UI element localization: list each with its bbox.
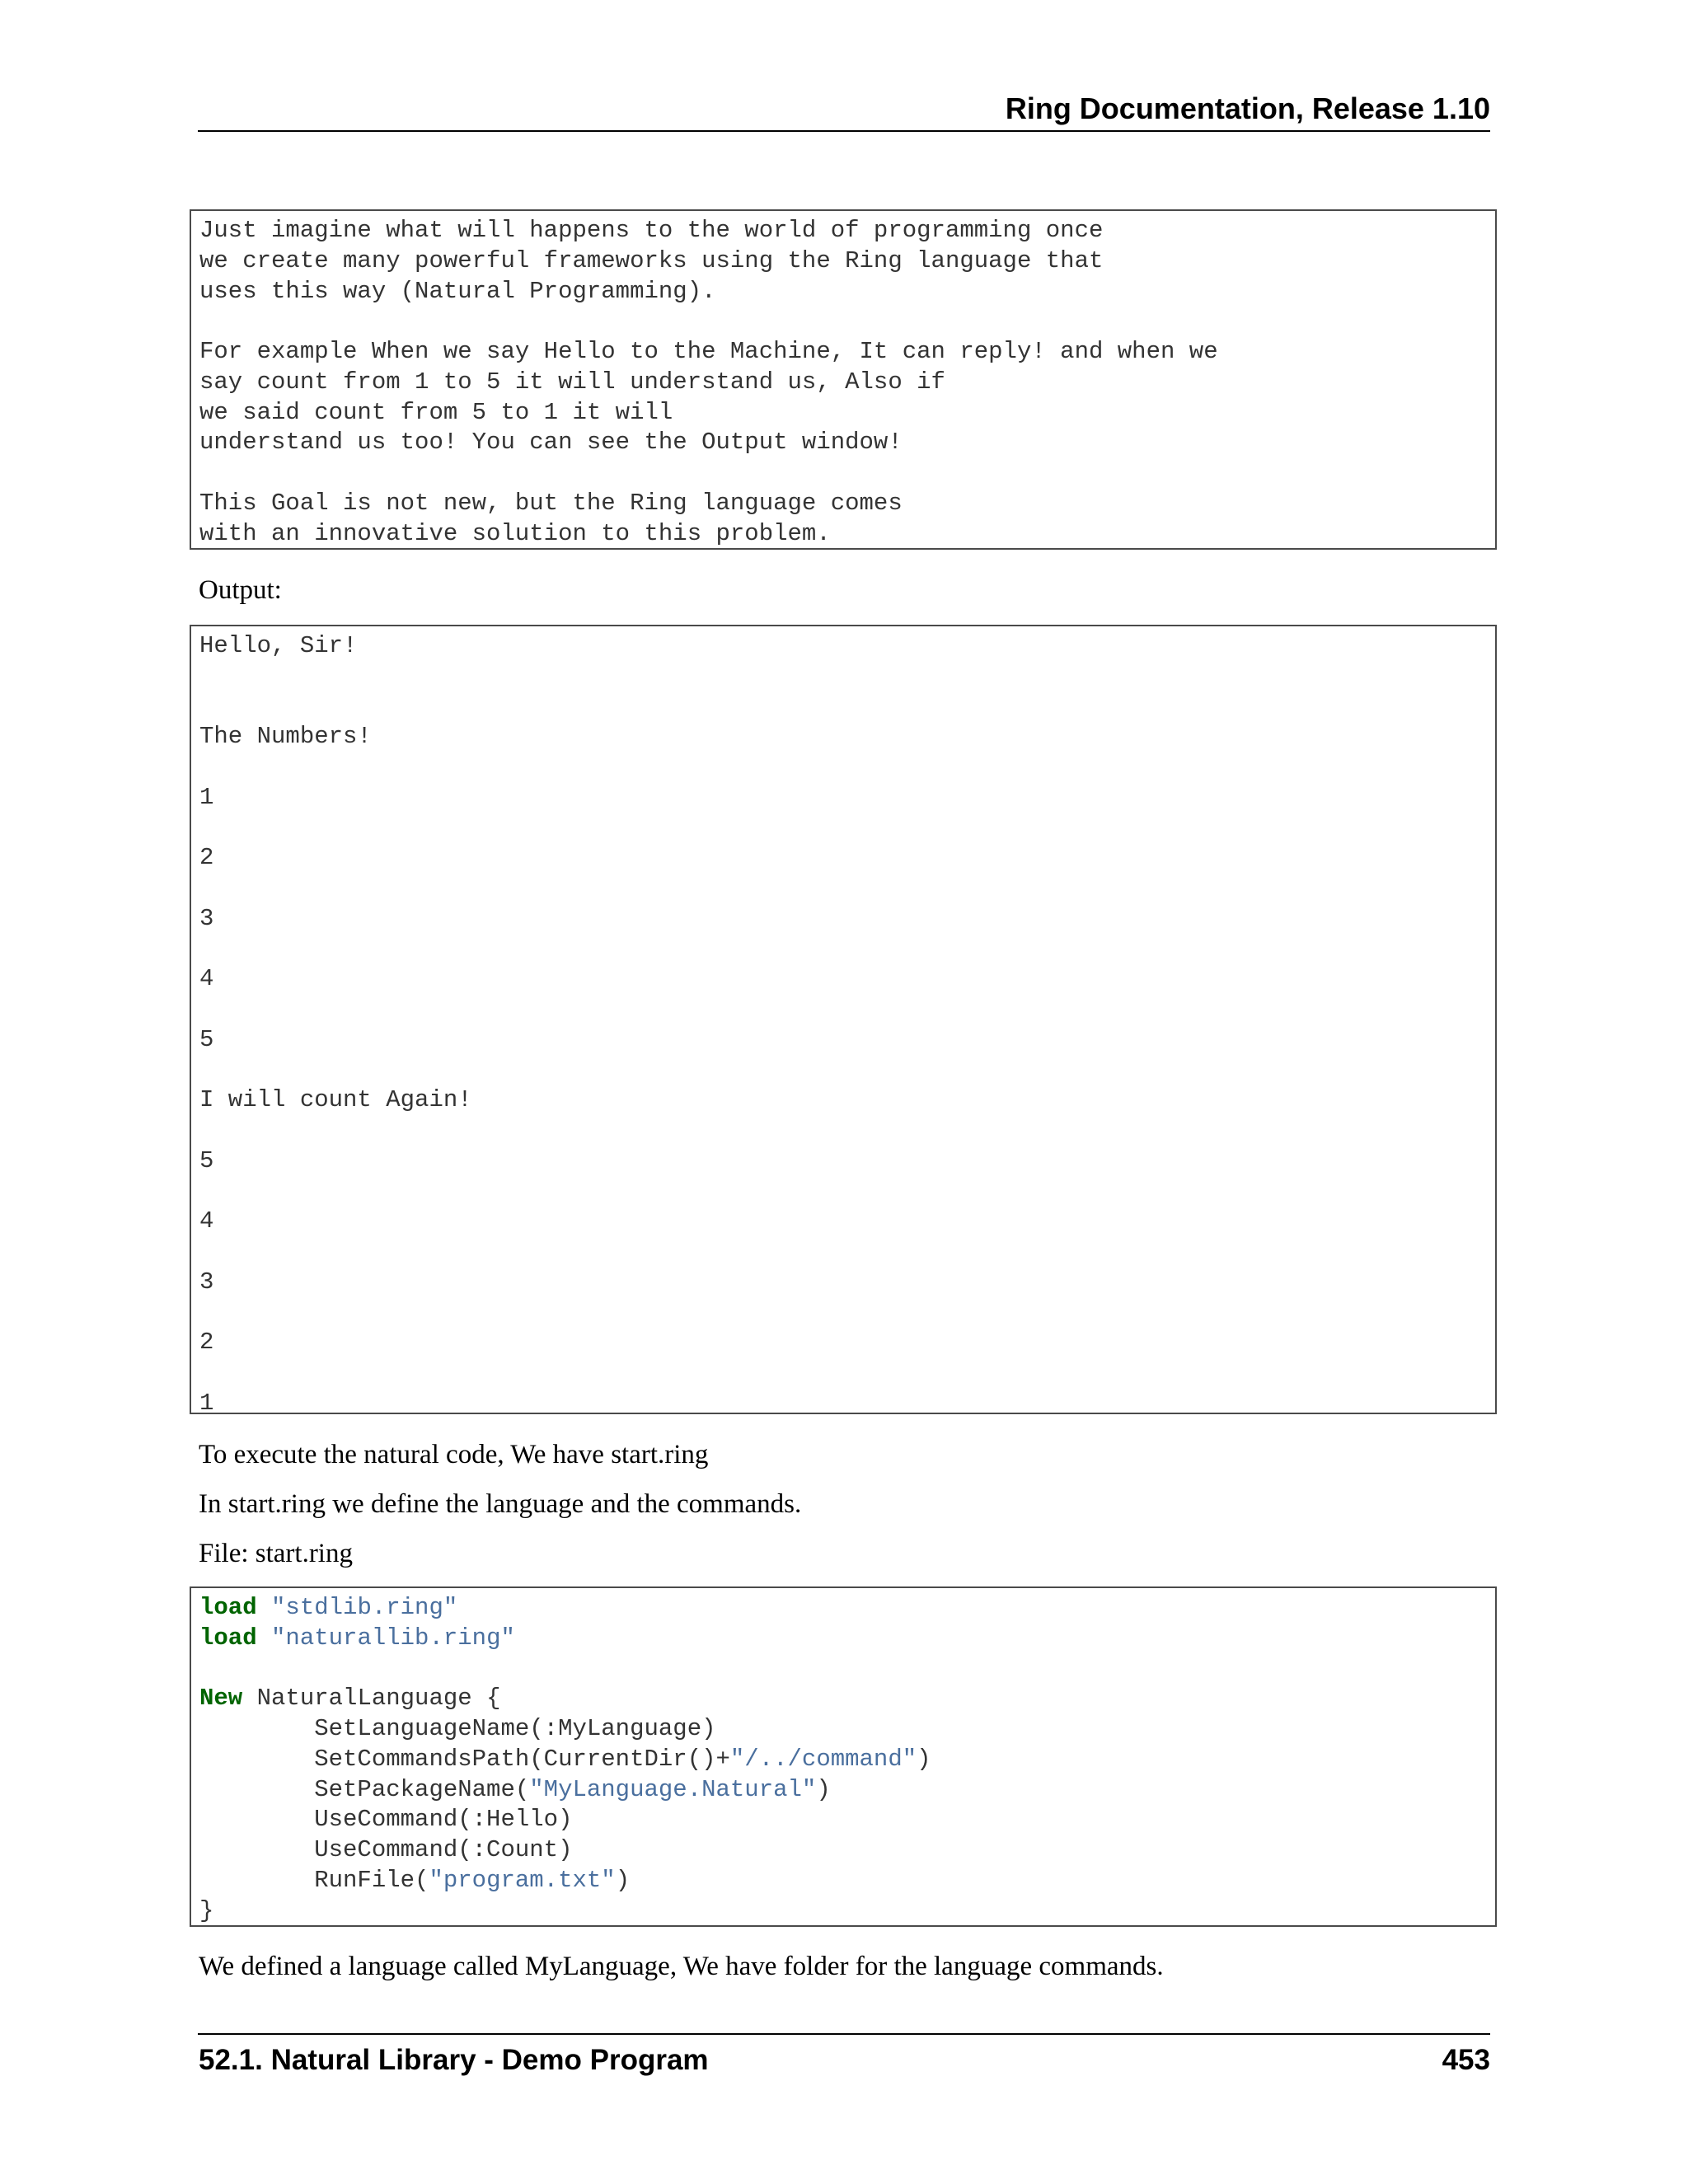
output-line: 5 xyxy=(199,1146,214,1174)
code-line: with an innovative solution to this problem. xyxy=(199,519,831,547)
output-line: 4 xyxy=(199,1207,214,1235)
string-token: "stdlib.ring" xyxy=(271,1594,458,1621)
define-intro-paragraph: In start.ring we define the language and the commands. xyxy=(199,1489,802,1519)
output-line: 1 xyxy=(199,783,214,811)
code-line: UseCommand(:Hello) xyxy=(199,1806,573,1834)
footer-section-title: 52.1. Natural Library - Demo Program xyxy=(199,2044,709,2076)
output-line: 1 xyxy=(199,1389,214,1414)
code-line: This Goal is not new, but the Ring language comes xyxy=(199,489,903,517)
code-line xyxy=(199,1775,1487,1806)
output-line xyxy=(199,1056,1487,1086)
code-line: } xyxy=(199,1896,214,1924)
output-line xyxy=(199,1358,1487,1389)
code-line: we said count from 5 to 1 it will xyxy=(199,398,673,426)
output-line: 3 xyxy=(199,1268,214,1296)
output-line: 2 xyxy=(199,844,214,872)
running-header-title: Ring Documentation, Release 1.10 xyxy=(1005,91,1490,125)
keyword-token: load xyxy=(199,1594,257,1621)
code-line: SetLanguageName(:MyLanguage) xyxy=(199,1715,716,1742)
code-token: SetCommandsPath(CurrentDir()+ xyxy=(199,1745,730,1773)
keyword-token: load xyxy=(199,1624,257,1652)
code-line xyxy=(199,1654,1487,1685)
output-line xyxy=(199,1298,1487,1329)
code-line xyxy=(199,1593,1487,1624)
output-line: 4 xyxy=(199,965,214,993)
file-label: File: start.ring xyxy=(199,1539,353,1568)
start-ring-code-block xyxy=(190,1586,1497,1927)
output-code-block xyxy=(190,625,1497,1414)
code-token: SetPackageName( xyxy=(199,1775,530,1803)
program-text-code-block xyxy=(190,209,1497,550)
code-line xyxy=(199,307,1487,337)
code-line xyxy=(199,1745,1487,1775)
string-token: "MyLanguage.Natural" xyxy=(529,1775,817,1803)
code-line: uses this way (Natural Programming). xyxy=(199,277,716,305)
code-token: ) xyxy=(917,1745,931,1773)
code-line xyxy=(199,1866,1487,1896)
output-line: 2 xyxy=(199,1329,214,1357)
footer-divider xyxy=(198,2033,1490,2035)
string-token: "/../command" xyxy=(729,1745,917,1773)
code-line: Just imagine what will happens to the world of programming once xyxy=(199,217,1104,244)
code-line: say count from 1 to 5 it will understand us, Also if xyxy=(199,368,945,396)
footer-page-number: 453 xyxy=(1442,2044,1490,2076)
output-line: 3 xyxy=(199,904,214,932)
output-line xyxy=(199,813,1487,844)
string-token: "naturallib.ring" xyxy=(271,1624,515,1652)
header-divider xyxy=(198,130,1490,132)
output-line xyxy=(199,692,1487,723)
output-line xyxy=(199,1237,1487,1268)
string-token: "program.txt" xyxy=(429,1866,616,1894)
output-line xyxy=(199,1177,1487,1207)
output-line: The Numbers! xyxy=(199,723,372,751)
closing-paragraph: We defined a language called MyLanguage, We have folder for the language commands. xyxy=(199,1952,1164,1981)
keyword-token: New xyxy=(199,1685,243,1713)
output-line xyxy=(199,662,1487,692)
output-line xyxy=(199,874,1487,904)
code-line xyxy=(199,1684,1487,1714)
output-line xyxy=(199,935,1487,965)
code-line xyxy=(199,1624,1487,1654)
output-label: Output: xyxy=(199,575,282,605)
output-line xyxy=(199,1116,1487,1146)
code-token: NaturalLanguage { xyxy=(242,1685,501,1713)
output-line: I will count Again! xyxy=(199,1086,472,1114)
code-token: ) xyxy=(816,1775,831,1803)
code-line: For example When we say Hello to the Machine, It can reply! and when we xyxy=(199,338,1218,365)
code-line: UseCommand(:Count) xyxy=(199,1836,573,1863)
code-line: we create many powerful frameworks using the Ring language that xyxy=(199,246,1104,274)
code-token: ) xyxy=(615,1866,631,1894)
output-line: Hello, Sir! xyxy=(199,632,358,659)
output-line xyxy=(199,752,1487,783)
code-token: RunFile( xyxy=(199,1866,429,1894)
output-line: 5 xyxy=(199,1025,214,1053)
execute-intro-paragraph: To execute the natural code, We have start.ring xyxy=(199,1440,709,1469)
code-line xyxy=(199,458,1487,489)
output-line xyxy=(199,995,1487,1025)
code-line: understand us too! You can see the Output window! xyxy=(199,429,903,457)
